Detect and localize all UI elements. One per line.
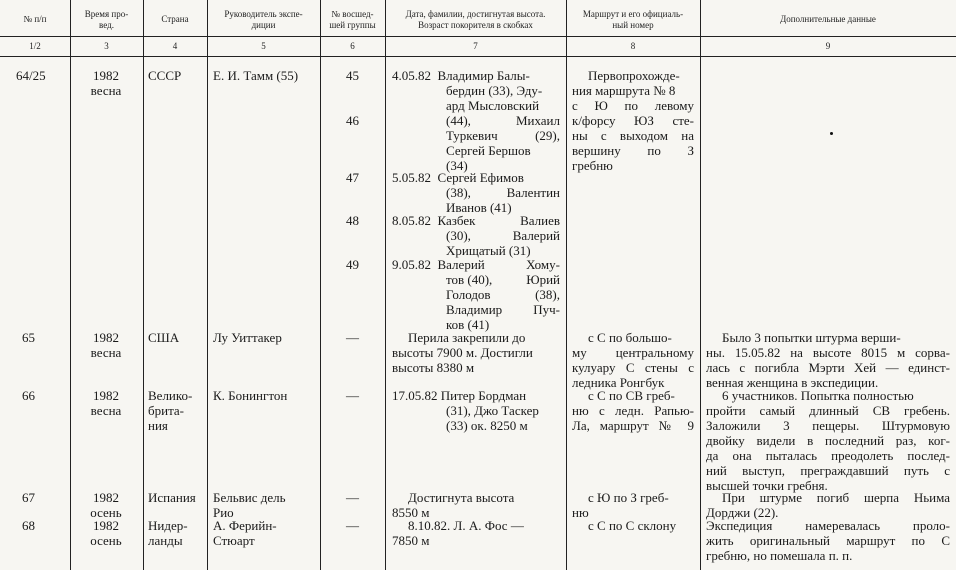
- country: СССР: [148, 68, 182, 83]
- header-date: Дата, фамилии, достигнутая высота. Возраст покорителя в скобках: [405, 9, 546, 30]
- group-number: 47: [346, 170, 359, 185]
- header-time: Время про- вед.: [84, 9, 129, 30]
- row-number: 65: [22, 330, 35, 345]
- country: США: [148, 330, 180, 345]
- extra-notes: Было 3 попытки штурма верши- ны. 15.05.82 на высоте 8015 м сорва- лась с погибла Мэрти Хей — единст- венная женщина в экспедиции.: [706, 330, 950, 390]
- group-number: —: [346, 518, 359, 533]
- group-number: 48: [346, 213, 359, 228]
- colnum: 9: [825, 41, 831, 51]
- header-leader: Руководитель экспе- диции: [224, 9, 303, 30]
- country: Велико- брита- ния: [148, 388, 193, 433]
- leader: К. Бонингтон: [213, 388, 288, 403]
- column-divider: [207, 0, 208, 570]
- group-49-entry: 9.05.82 Валерий Хому- тов (40), Юрий Голодов (38), Владимир Пуч- ков (41): [392, 257, 560, 332]
- row-number: 64/25: [16, 68, 46, 83]
- extra-notes: Экспедиция намеревалась проло- жить оригинальный маршрут по С гребню, но помешала п. п.: [706, 518, 950, 563]
- header-route: Маршрут и его официаль- ный номер: [582, 9, 684, 30]
- extra-notes: 6 участников. Попытка полностью пройти самый длинный СВ гребень. Заложили 3 пещеры. Штурмовую двойку видели в последний раз, ког- да она пыталась преодолеть послед- ний выступ, преграждавший путь с высшей точки гребня.: [706, 388, 950, 493]
- group-45-entry: 4.05.82 Владимир Балы- бердин (33), Эду- ард Мысловский: [392, 68, 543, 113]
- extra-notes: При штурме погиб шерпа Ньима Дорджи (22).: [706, 490, 950, 520]
- date-entry: Перила закрепили до высоты 7900 м. Достигли высоты 8380 м: [392, 330, 533, 375]
- leader: Лу Уиттакер: [213, 330, 282, 345]
- group-number: —: [346, 490, 359, 505]
- row-number: 66: [22, 388, 35, 403]
- route: Первопрохожде- ния маршрута № 8 с Ю по левому к/форсу ЮЗ сте- ны с выходом на вершину по З гребню: [572, 68, 694, 173]
- route: с С по С склону: [588, 518, 677, 533]
- group-number: —: [346, 388, 359, 403]
- expedition-time: 1982 весна: [90, 388, 122, 418]
- column-divider: [70, 0, 71, 570]
- colnum: 8: [630, 41, 636, 51]
- date-entry: 17.05.82 Питер Бордман (31), Джо Таскер (33) ок. 8250 м: [392, 388, 539, 433]
- group-48-entry: 8.05.82 Казбек Валиев (30), Валерий Хрищатый (31): [392, 213, 560, 258]
- leader: Бельвис дель Рио: [213, 490, 286, 520]
- country: Нидер- ланды: [148, 518, 188, 548]
- row-number: 68: [22, 518, 35, 533]
- column-divider: [320, 0, 321, 570]
- header-country: Страна: [161, 14, 189, 24]
- column-divider: [385, 0, 386, 570]
- group-47-entry: 5.05.82 Сергей Ефимов (38), Валентин Иванов (41): [392, 170, 560, 215]
- colnum: 6: [350, 41, 355, 51]
- colnum: 3: [104, 41, 109, 51]
- row-number: 67: [22, 490, 35, 505]
- colnum: 5: [261, 41, 266, 51]
- colnum: 4: [172, 41, 178, 51]
- group-number: 46: [346, 113, 359, 128]
- colnum: 7: [473, 41, 478, 51]
- header-group: № восшед- шей группы: [329, 9, 376, 30]
- colnum: 1/2: [29, 41, 41, 51]
- group-number: 45: [346, 68, 359, 83]
- route: с Ю по З греб- ню: [572, 490, 669, 520]
- column-divider: [566, 0, 567, 570]
- expedition-time: 1982 осень: [90, 490, 122, 520]
- expedition-time: 1982 весна: [90, 68, 122, 98]
- column-divider: [143, 0, 144, 570]
- group-number: —: [346, 330, 359, 345]
- expedition-time: 1982 осень: [90, 518, 122, 548]
- leader: А. Ферийн- Стюарт: [213, 518, 277, 548]
- route: с С по СВ греб- ню с ледн. Рапью- Ла, маршрут № 9: [572, 388, 694, 433]
- header-no: № п/п: [23, 14, 47, 24]
- leader: Е. И. Тамм (55): [213, 68, 299, 83]
- header-divider: [0, 36, 956, 37]
- expedition-time: 1982 весна: [90, 330, 122, 360]
- group-46-entry: (44), Михаил Туркевич (29), Сергей Бершов (34): [446, 113, 560, 173]
- header-extra: Дополнительные данные: [780, 14, 876, 24]
- country: Испания: [148, 490, 196, 505]
- date-entry: 8.10.82. Л. А. Фос — 7850 м: [392, 518, 524, 548]
- date-entry: Достигнута высота 8550 м: [392, 490, 515, 520]
- colnum-divider: [0, 56, 956, 57]
- column-divider: [700, 0, 701, 570]
- group-number: 49: [346, 257, 359, 272]
- ink-speck: [830, 132, 833, 135]
- route: с С по большо- му центральному кулуару С стены с ледника Ронгбук: [572, 330, 694, 390]
